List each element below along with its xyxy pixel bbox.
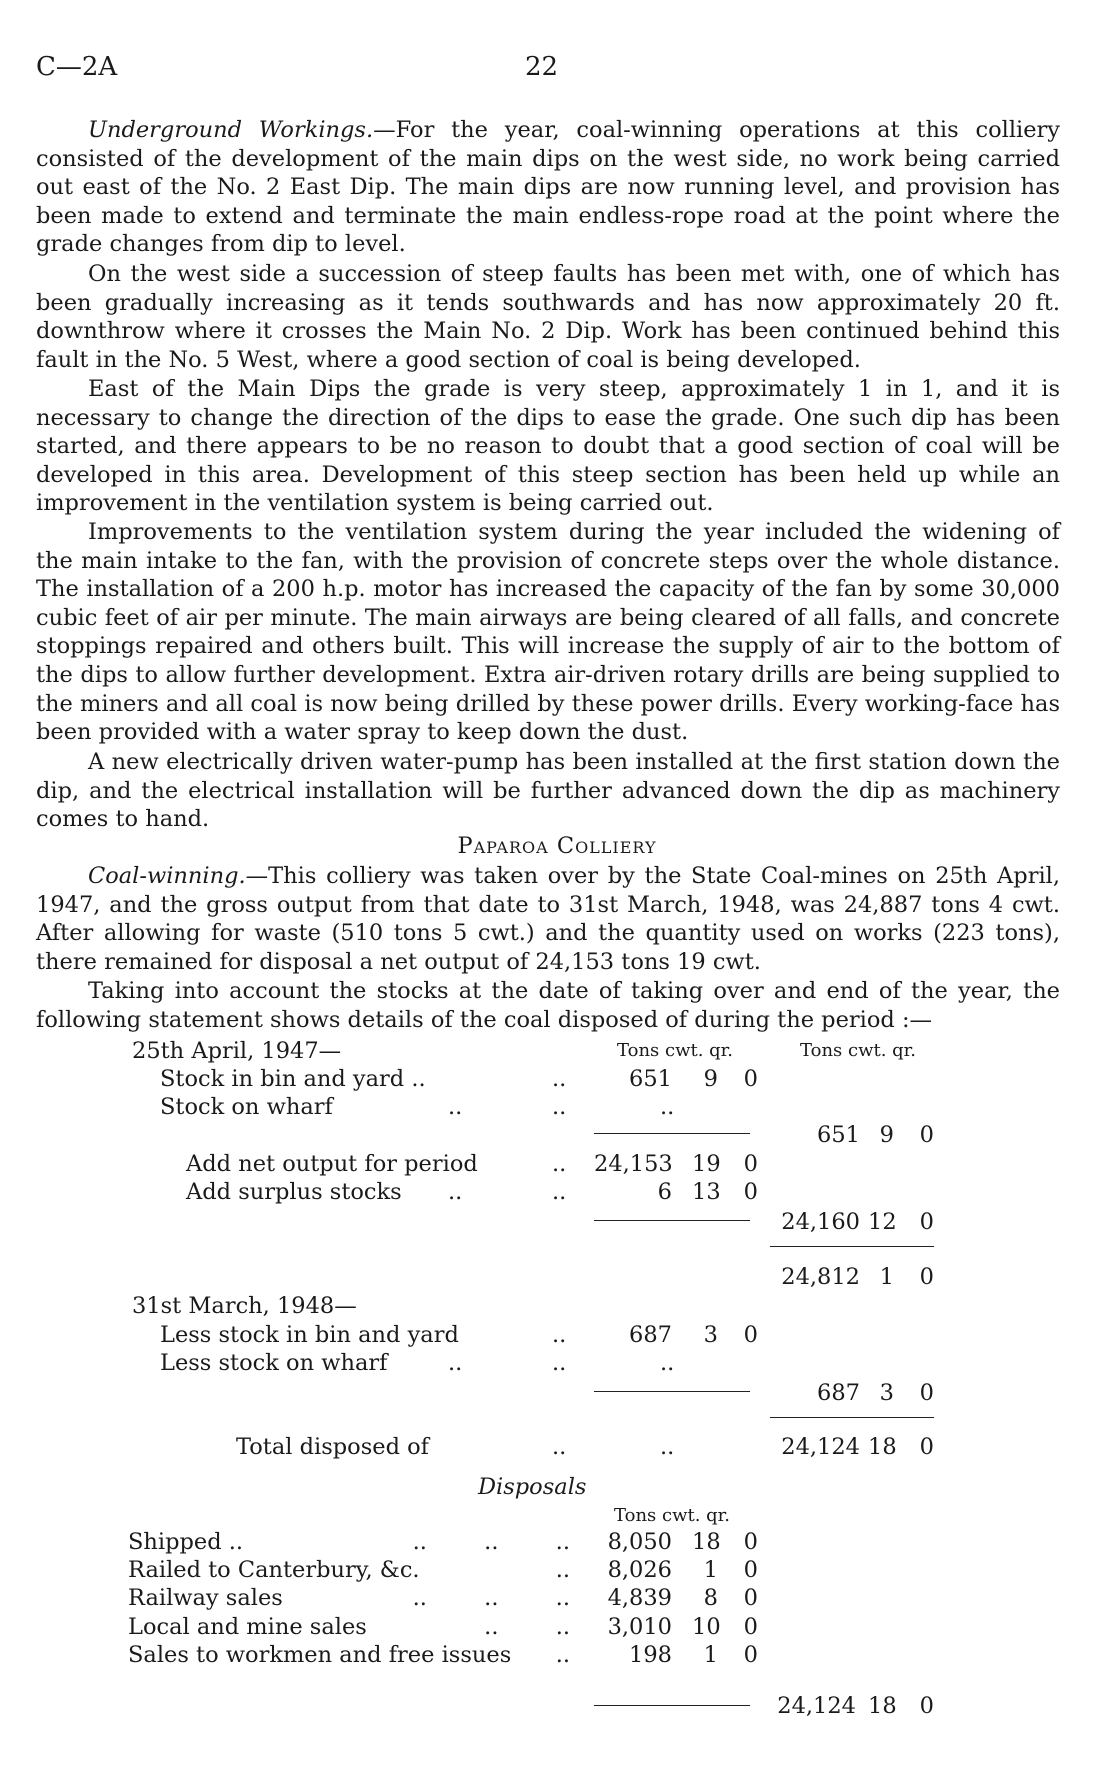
stock-bin-yard-cwt: 9 bbox=[703, 1066, 718, 1092]
disposals-total-tons: 24,124 bbox=[777, 1693, 856, 1719]
stock-bin-yard-qr: 0 bbox=[743, 1066, 758, 1092]
disposals-title: Disposals bbox=[478, 1474, 587, 1500]
leader-dots: .. bbox=[552, 1322, 567, 1348]
stock-wharf-label: Stock on wharf bbox=[160, 1094, 333, 1120]
subtotal-4-qr: 0 bbox=[919, 1380, 934, 1406]
disposal-tons: 198 bbox=[629, 1642, 672, 1668]
leader-dots: .. .. .. bbox=[412, 1585, 570, 1611]
less-stock-bin-yard-label: Less stock in bin and yard bbox=[160, 1322, 459, 1348]
underground-paragraph-1 bbox=[36, 116, 1060, 259]
disposals-column-header: Tons cwt. qr. bbox=[614, 1505, 731, 1526]
leader-dots: .. .. .. bbox=[412, 1529, 570, 1555]
less-stock-wharf-value: .. bbox=[660, 1350, 675, 1376]
leader-dots: .. bbox=[448, 1094, 463, 1120]
date-march-1948: 31st March, 1948— bbox=[132, 1293, 357, 1319]
subtotal-1-tons: 651 bbox=[817, 1122, 860, 1148]
disposals-total-qr: 0 bbox=[919, 1693, 934, 1719]
coal-winning-heading: Coal-winning. bbox=[88, 863, 246, 889]
sum-rule bbox=[770, 1417, 934, 1418]
subtotal-2-qr: 0 bbox=[919, 1209, 934, 1235]
paparoa-paragraph-1-text: —This colliery was taken over by the State Coal-mines on 25th April, 1947, and the gross output from that date to 31st March, 1948, was 24,887 tons 4 cwt. After allowing for waste (510 tons 5 cwt.) and the quantity used on works (223 tons), there remained for disposal a net output of 24,153 tons 19 cwt. bbox=[36, 863, 1060, 975]
total-disposed-cwt: 18 bbox=[868, 1434, 897, 1460]
sum-rule bbox=[770, 1246, 934, 1247]
underground-paragraph-4: Improvements to the ventilation system during the year included the widening of the main intake to the fan, with the provision of concrete steps over the whole distance. The installation of a 200 h.p. motor has increased the capacity of the fan by some 30,000 cubic feet of air per minute. The main airways are being cleared of all falls, and concrete stoppings repaired and others built. This will increase the supply of air to the bottom of the dips to allow further development. Extra air-driven rotary drills are being supplied to the miners and all coal is now being drilled by these power drills. Every working-face has been provided with a water spray to keep down the dust. bbox=[36, 519, 1060, 746]
leader-dots: .. .. bbox=[484, 1614, 570, 1640]
subtotal-rule bbox=[594, 1220, 750, 1221]
total-disposed-qr: 0 bbox=[919, 1434, 934, 1460]
less-stock-bin-yard-tons: 687 bbox=[629, 1322, 672, 1348]
paparoa-paragraph-2: Taking into account the stocks at the date of taking over and end of the year, the following statement shows details of the coal disposed of during the period :— bbox=[36, 978, 1060, 1033]
disposal-tons: 4,839 bbox=[607, 1585, 672, 1611]
disposal-label: Railed to Canterbury, &c. bbox=[128, 1557, 420, 1583]
surplus-stocks-qr: 0 bbox=[743, 1179, 758, 1205]
leader-dots: .. bbox=[660, 1434, 675, 1460]
less-stock-bin-yard-cwt: 3 bbox=[703, 1322, 718, 1348]
surplus-stocks-label: Add surplus stocks bbox=[186, 1179, 402, 1205]
disposal-label: Sales to workmen and free issues bbox=[128, 1642, 512, 1668]
leader-dots: .. bbox=[448, 1179, 463, 1205]
disposal-label: Local and mine sales bbox=[128, 1614, 367, 1640]
subtotal-rule bbox=[594, 1391, 750, 1392]
leader-dots: .. bbox=[552, 1434, 567, 1460]
disposal-cwt: 10 bbox=[692, 1614, 721, 1640]
leader-dots: .. bbox=[552, 1350, 567, 1376]
underground-heading: Underground Workings. bbox=[88, 117, 374, 143]
subtotal-3-cwt: 1 bbox=[879, 1264, 894, 1290]
net-output-qr: 0 bbox=[743, 1151, 758, 1177]
underground-paragraph-5: A new electrically driven water-pump has been installed at the first station down the dip, and the electrical installation will be further advanced down the dip as machinery comes to hand. bbox=[36, 749, 1060, 833]
total-disposed-label: Total disposed of bbox=[236, 1434, 429, 1460]
leader-dots: .. bbox=[555, 1557, 570, 1583]
disposal-label: Shipped .. bbox=[128, 1529, 244, 1555]
leader-dots: .. bbox=[552, 1094, 567, 1120]
leader-dots: .. bbox=[552, 1066, 567, 1092]
leader-dots: .. bbox=[555, 1642, 570, 1668]
leader-dots: .. bbox=[448, 1350, 463, 1376]
subtotal-rule bbox=[594, 1133, 750, 1134]
statement-column-header-1: Tons cwt. qr. bbox=[617, 1040, 734, 1061]
net-output-tons: 24,153 bbox=[594, 1151, 673, 1177]
disposal-cwt: 1 bbox=[703, 1642, 718, 1668]
underground-paragraph-1-text: —For the year, coal-winning operations at this colliery consisted of the development of the main dips on the west side, no work being carried out east of the No. 2 East Dip. The main dips are now running level, and provision has been made to extend and terminate the main endless-rope road at the point where the grade changes from dip to level. bbox=[36, 117, 1060, 258]
disposal-qr: 0 bbox=[743, 1529, 758, 1555]
disposal-tons: 3,010 bbox=[607, 1614, 672, 1640]
less-stock-wharf-label: Less stock on wharf bbox=[160, 1350, 388, 1376]
paparoa-colliery-title: Paparoa Colliery bbox=[457, 833, 657, 859]
total-disposed-tons: 24,124 bbox=[781, 1434, 860, 1460]
subtotal-4-cwt: 3 bbox=[879, 1380, 894, 1406]
subtotal-2-tons: 24,160 bbox=[781, 1209, 860, 1235]
surplus-stocks-tons: 6 bbox=[657, 1179, 672, 1205]
subtotal-1-cwt: 9 bbox=[879, 1122, 894, 1148]
subtotal-4-tons: 687 bbox=[817, 1380, 860, 1406]
stock-bin-yard-label: Stock in bin and yard .. bbox=[160, 1066, 426, 1092]
stock-bin-yard-tons: 651 bbox=[629, 1066, 672, 1092]
statement-column-header-2: Tons cwt. qr. bbox=[800, 1040, 917, 1061]
disposal-label: Railway sales bbox=[128, 1585, 283, 1611]
stock-wharf-value: .. bbox=[660, 1094, 675, 1120]
disposal-tons: 8,026 bbox=[607, 1557, 672, 1583]
disposal-cwt: 8 bbox=[703, 1585, 718, 1611]
net-output-cwt: 19 bbox=[692, 1151, 721, 1177]
net-output-label: Add net output for period bbox=[186, 1151, 478, 1177]
disposals-total-cwt: 18 bbox=[868, 1693, 897, 1719]
subtotal-2-cwt: 12 bbox=[868, 1209, 897, 1235]
disposal-qr: 0 bbox=[743, 1557, 758, 1583]
less-stock-bin-yard-qr: 0 bbox=[743, 1322, 758, 1348]
subtotal-3-tons: 24,812 bbox=[781, 1264, 860, 1290]
disposal-tons: 8,050 bbox=[607, 1529, 672, 1555]
page-number: 22 bbox=[525, 52, 559, 82]
document-reference: C—2A bbox=[36, 52, 118, 82]
date-april-1947: 25th April, 1947— bbox=[132, 1038, 342, 1064]
disposal-qr: 0 bbox=[743, 1614, 758, 1640]
surplus-stocks-cwt: 13 bbox=[692, 1179, 721, 1205]
leader-dots: .. bbox=[552, 1151, 567, 1177]
disposal-qr: 0 bbox=[743, 1585, 758, 1611]
disposal-cwt: 18 bbox=[692, 1529, 721, 1555]
disposal-cwt: 1 bbox=[703, 1557, 718, 1583]
paparoa-paragraph-1 bbox=[36, 862, 1060, 976]
subtotal-3-qr: 0 bbox=[919, 1264, 934, 1290]
disposal-qr: 0 bbox=[743, 1642, 758, 1668]
subtotal-rule bbox=[594, 1705, 750, 1706]
underground-paragraph-3: East of the Main Dips the grade is very steep, approximately 1 in 1, and it is necessary to change the direction of the dips to ease the grade. One such dip has been started, and there appears to be no reason to doubt that a good section of coal will be developed in this area. Development of this steep section has been held up while an improvement in the ventilation system is being carried out. bbox=[36, 376, 1060, 517]
leader-dots: .. bbox=[552, 1179, 567, 1205]
subtotal-1-qr: 0 bbox=[919, 1122, 934, 1148]
underground-paragraph-2: On the west side a succession of steep faults has been met with, one of which has been gradually increasing as it tends southwards and has now approximately 20 ft. downthrow where it crosses the Main No. 2 Dip. Work has been continued behind this fault in the No. 5 West, where a good section of coal is being developed. bbox=[36, 261, 1060, 373]
